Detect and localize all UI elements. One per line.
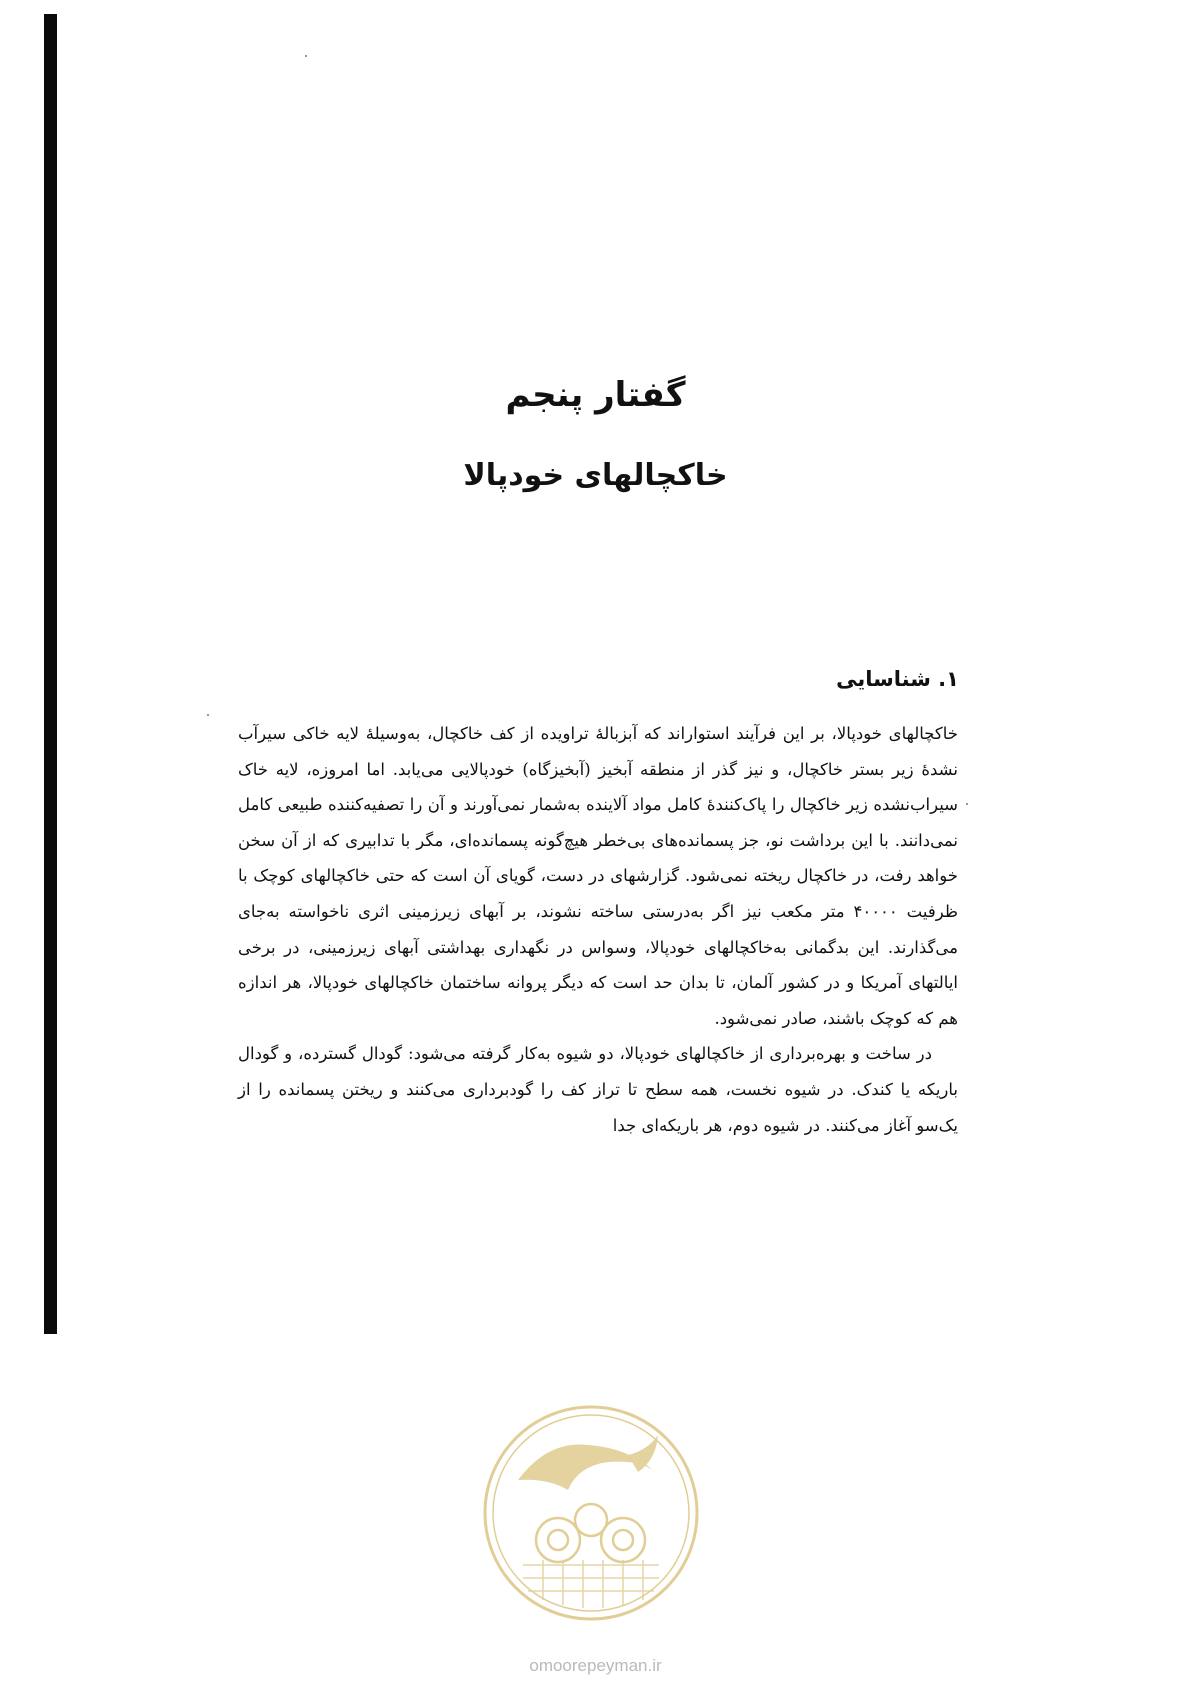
publisher-logo-watermark [478,1400,704,1626]
scan-speck [305,55,307,57]
body-text [238,716,958,1143]
watermark-url: omoorepeyman.ir [529,1656,662,1675]
paragraph: در ساخت و بهره‌برداری از خاکچالهای خودپالا، دو شیوه به‌کار گرفته می‌شود: گودال گسترده، و گودال باریکه یا کندک. در شیوه نخست، همه سطح تا تراز کف را گودبرداری می‌کنند و ریختن پسمانده را از یک‌سو آغاز می‌کنند. در شیوه دوم، هر باریکه‌ای جدا [238,1044,958,1135]
paragraph: خاکچالهای خودپالا، بر این فرآیند استواراند که آبزبالهٔ تراویده از کف خاکچال، به‌وسیلهٔ لایه خاکی سیرآب نشدهٔ زیر بستر خاکچال، و نیز گذر از منطقه آبخیز (آبخیزگاه) خودپالایی می‌یابد. اما امروزه، لایه خاک سیراب‌نشده زیر خاکچال را پاک‌کنندهٔ کامل مواد آلاینده به‌شمار نمی‌آورند و آن را تصفیه‌کننده طبیعی کامل نمی‌دانند. با این برداشت نو، جز پسمانده‌های بی‌خطر هیچ‌گونه پسمانده‌ای، مگر با تدابیری که از آن سخن خواهد رفت، در خاکچال ریخته نمی‌شود. گزارشهای در دست، گویای آن است که حتی خاکچالهای کوچک با ظرفیت ۴۰۰۰۰ متر مکعب نیز اگر به‌درستی ساخته نشوند، بر آبهای زیرزمینی اثری ناخواسته به‌جای می‌گذارند. این بدگمانی به‌خاکچالهای خودپالا، وسواس در نگهداری بهداشتی آبهای زیرزمینی، در برخی ایالتهای آمریکا و در کشور آلمان، تا بدان حد است که دیگر پروانه ساختمان خاکچالهای خودپالا، هر اندازه هم که کوچک باشند، صادر نمی‌شود. [238,724,958,1028]
scan-speck [966,803,968,805]
chapter-label: گفتار پنجم [505,375,686,415]
binding-edge [44,14,57,1334]
chapter-title: خاکچالهای خودپالا [463,458,728,493]
scan-speck [207,714,209,716]
section-heading: ۱. شناسایی [836,667,959,691]
